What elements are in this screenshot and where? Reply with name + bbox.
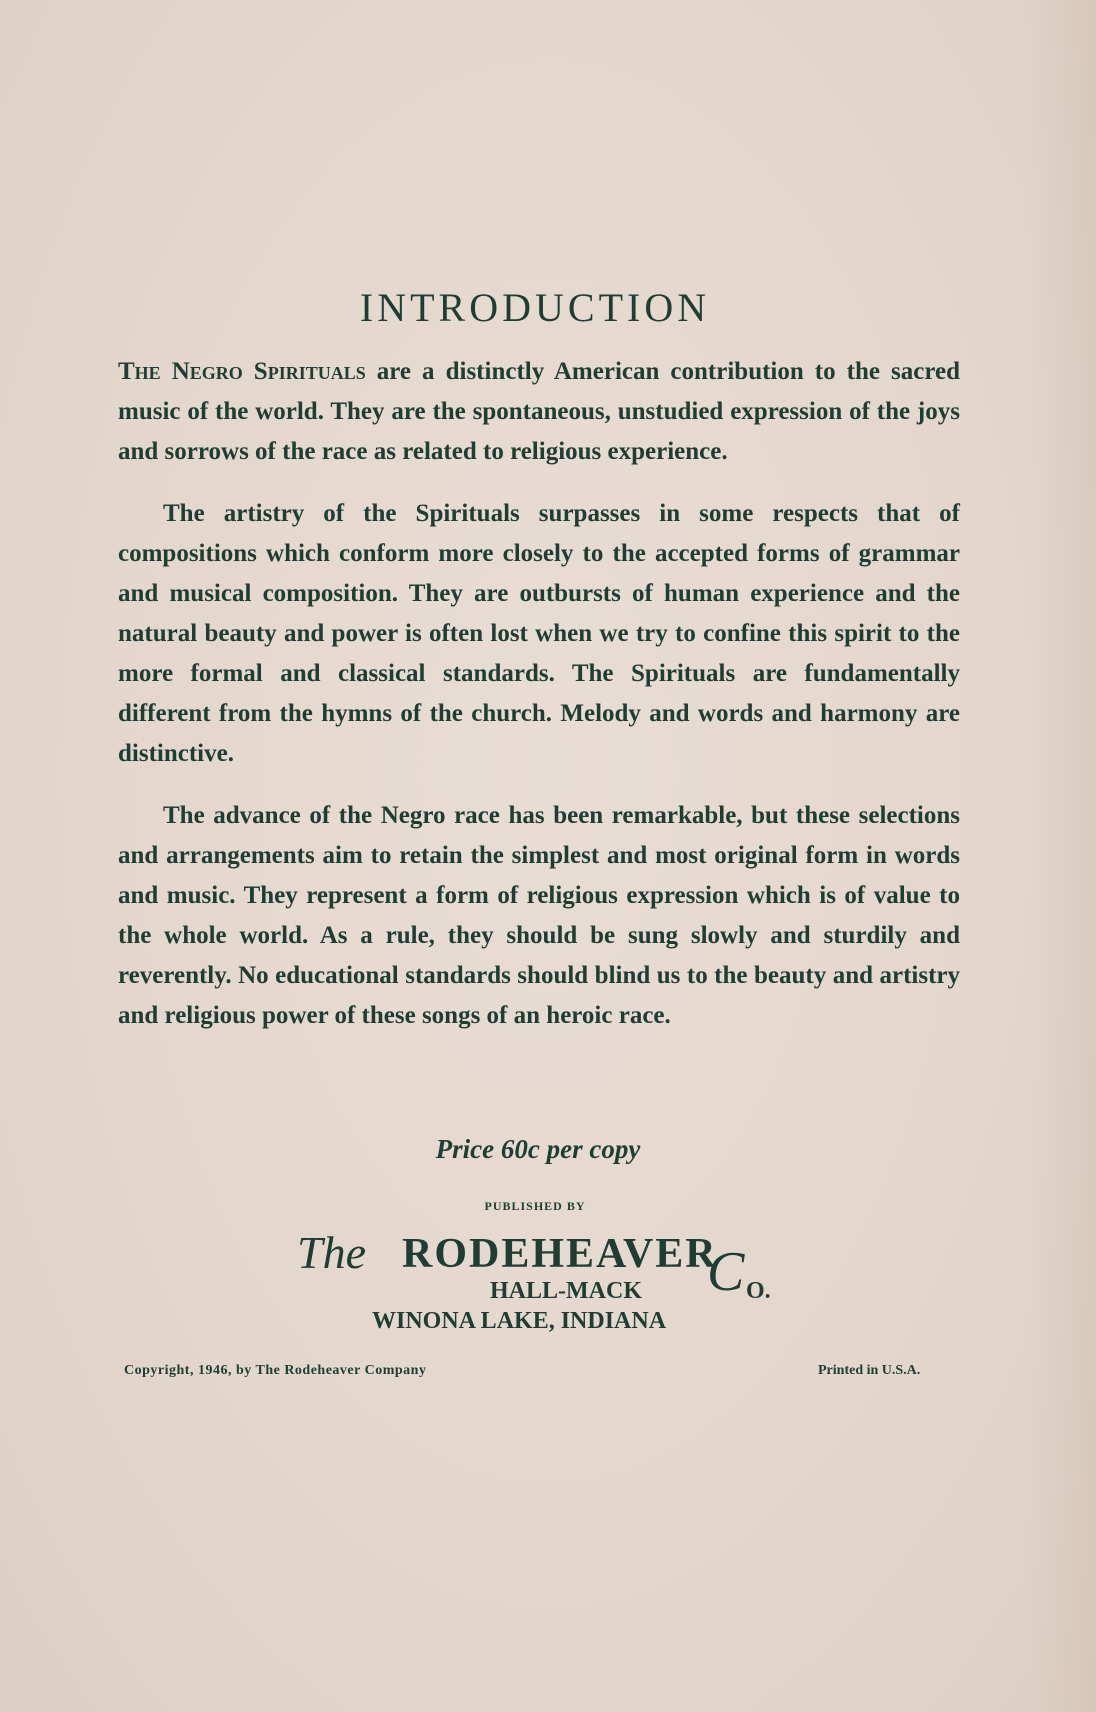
publisher-the: The [297,1227,366,1278]
paragraph-1-text: are a distinctly American contribution to the sacred music of the world. They are the spontaneous, unstudied expression of the joys and sorrows of the race as related to religious experience. [118,358,960,465]
page-title: INTRODUCTION [359,285,711,330]
printed-in-notice: Printed in U.S.A. [818,1363,921,1378]
publisher-city: WINONA LAKE, INDIANA [372,1308,667,1334]
introduction-body [118,352,960,1058]
copyright-notice: Copyright, 1946, by The Rodeheaver Company [124,1363,427,1378]
paragraph-1-lead: The Negro Spirituals [118,358,366,385]
publisher-imprint [297,1226,817,1338]
price-line: Price 60c per copy [435,1134,641,1164]
paragraph-2: The artistry of the Spirituals surpasses in some respects that of compositions which conform more closely to the accepted forms of grammar and musical composition. They are outbursts of human experience and the natural beauty and power is often lost when we try to confine this spirit to the more formal and classical standards. The Spirituals are fundamentally different from the hymns of the church. Melody and words and harmony are distinctive. [118,500,960,767]
published-by-label: PUBLISHED BY [484,1199,586,1213]
paragraph-3: The advance of the Negro race has been remarkable, but these selections and arrangements aim to retain the simplest and most original form in words and music. They represent a form of religious expression which is of value to the whole world. As a rule, they should be sung slowly and sturdily and reverently. No educational standards should blind us to the beauty and artistry and religious power of these songs of an heroic race. [118,802,960,1029]
publisher-subname: HALL-MACK [490,1278,642,1304]
paragraph-1 [118,352,960,472]
publisher-co-c: C [707,1241,745,1303]
publisher-co-o: O. [746,1278,771,1304]
publisher-name: RODEHEAVER [402,1231,718,1277]
